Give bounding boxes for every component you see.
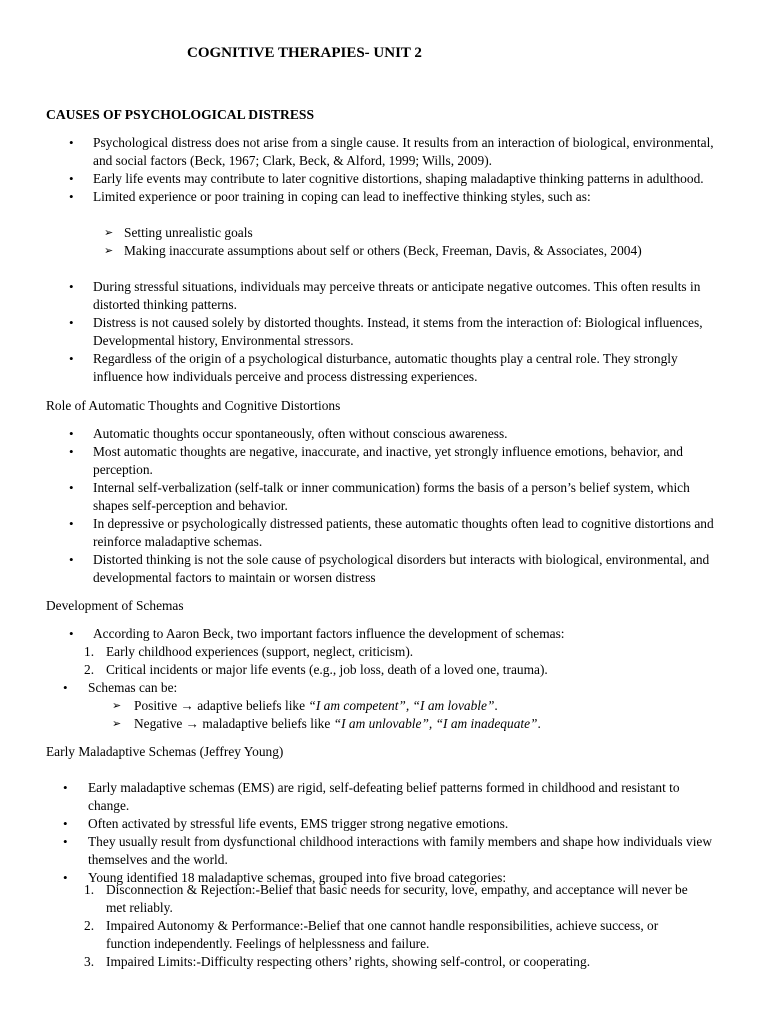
- page-title: COGNITIVE THERAPIES- UNIT 2: [187, 45, 422, 61]
- arrow-bullet-icon: ➢: [112, 700, 122, 712]
- numbered-item: 2. Impaired Autonomy & Performance:-Belief that one cannot handle responsibilities, achieve success, or function independently. Feelings of helplessness and failure.: [84, 918, 659, 951]
- arrow-bullet-icon: ➢: [112, 718, 122, 730]
- schemas-can-be-list: [46, 679, 718, 697]
- automatic-thoughts-list: [46, 425, 723, 587]
- sub-list-item: ➢ Positive → adaptive beliefs like “I am competent”, “I am lovable”.: [112, 698, 498, 713]
- section-heading-ems: Early Maladaptive Schemas (Jeffrey Young): [46, 744, 284, 759]
- schema-types-sublist: [0, 697, 694, 733]
- ems-categories-list: [0, 881, 706, 971]
- list-item: • Automatic thoughts occur spontaneously, often without conscious awareness.: [46, 425, 723, 443]
- schema-factors-list: [0, 643, 706, 679]
- list-item: • Psychological distress does not arise from a single cause. It results from an interaction of biological, environmental, and social factors (Beck, 1967; Clark, Beck, & Alford, 1999; Wills, 2009).: [46, 134, 723, 170]
- section-heading-causes: CAUSES OF PSYCHOLOGICAL DISTRESS: [46, 107, 315, 122]
- numbered-item: 2. Critical incidents or major life events (e.g., job loss, death of a loved one, trauma).: [84, 662, 548, 677]
- list-item: • Often activated by stressful life events, EMS trigger strong negative emotions.: [46, 815, 718, 833]
- list-item: • Limited experience or poor training in coping can lead to ineffective thinking styles, such as:: [46, 188, 723, 206]
- list-item: • Internal self-verbalization (self-talk or inner communication) forms the basis of a person’s belief system, which shapes self-perception and behavior.: [46, 479, 723, 515]
- sub-list-item: ➢ Setting unrealistic goals: [104, 225, 253, 240]
- sub-list-item: ➢ Making inaccurate assumptions about self or others (Beck, Freeman, Davis, & Associates, 2004): [104, 243, 642, 258]
- list-item: • In depressive or psychologically distressed patients, these automatic thoughts often lead to cognitive distortions and reinforce maladaptive schemas.: [46, 515, 723, 551]
- numbered-item: 3. Impaired Limits:-Difficulty respecting others’ rights, showing self-control, or cooperating.: [84, 954, 591, 969]
- list-item: • Schemas can be:: [46, 679, 718, 697]
- numbered-item: 1. Disconnection & Rejection:-Belief that basic needs for security, love, empathy, and acceptance will never be met reliably.: [84, 882, 688, 915]
- arrow-bullet-icon: ➢: [104, 245, 114, 257]
- list-item: • Early maladaptive schemas (EMS) are rigid, self-defeating belief patterns formed in childhood and resistant to change.: [46, 779, 718, 815]
- causes-list-continued: [46, 278, 723, 386]
- causes-list: [46, 134, 723, 206]
- list-item: • Young identified 18 maladaptive schemas, grouped into five broad categories:: [46, 869, 718, 887]
- list-item: • Early life events may contribute to later cognitive distortions, shaping maladaptive thinking patterns in adulthood.: [46, 170, 723, 188]
- list-item: • Most automatic thoughts are negative, inaccurate, and inactive, yet strongly influence emotions, behavior, and perception.: [46, 443, 723, 479]
- sub-list-item: ➢ Negative → maladaptive beliefs like “I am unlovable”, “I am inadequate”.: [112, 716, 541, 731]
- list-item: • According to Aaron Beck, two important factors influence the development of schemas:: [46, 625, 723, 643]
- numbered-item: 1. Early childhood experiences (support, neglect, criticism).: [84, 644, 414, 659]
- schemas-list: [46, 625, 723, 643]
- section-heading-automatic-thoughts: Role of Automatic Thoughts and Cognitive Distortions: [46, 398, 341, 413]
- list-item: • During stressful situations, individuals may perceive threats or anticipate negative outcomes. This often results in distorted thinking patterns.: [46, 278, 723, 314]
- ems-list: [46, 779, 718, 887]
- section-heading-schemas: Development of Schemas: [46, 598, 184, 613]
- list-item: • They usually result from dysfunctional childhood interactions with family members and shape how individuals view themselves and the world.: [46, 833, 718, 869]
- arrow-bullet-icon: ➢: [104, 227, 114, 239]
- list-item: • Distorted thinking is not the sole cause of psychological disorders but interacts with biological, environmental, and developmental factors to maintain or worsen distress: [46, 551, 723, 587]
- list-item: • Regardless of the origin of a psychological disturbance, automatic thoughts play a central role. They strongly influence how individuals perceive and process distressing experiences.: [46, 350, 723, 386]
- list-item: • Distress is not caused solely by distorted thoughts. Instead, it stems from the interaction of: Biological influences, Developmental history, Environmental stressors.: [46, 314, 723, 350]
- coping-sublist: [0, 224, 694, 260]
